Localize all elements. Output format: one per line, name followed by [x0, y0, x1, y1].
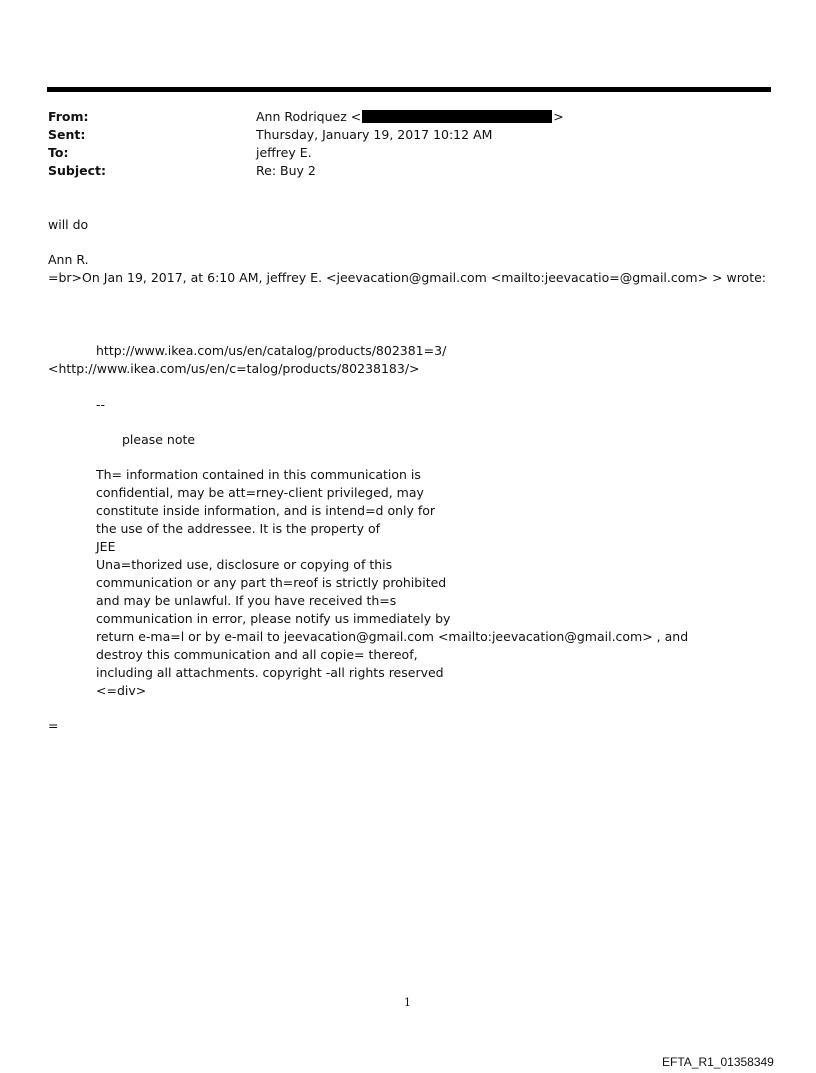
from-close: > [553, 109, 564, 124]
disclaimer-line: communication in error, please notify us immediately by [96, 611, 451, 626]
disclaimer-line: Una=thorized use, disclosure or copying of this [96, 557, 393, 572]
subject-value: Re: Buy 2 [256, 163, 316, 178]
link-url[interactable]: http://www.ikea.com/us/en/catalog/products/802381=3/ [96, 343, 447, 358]
document-id: EFTA_R1_01358349 [662, 1055, 774, 1069]
disclaimer-line: constitute inside information, and is intend=d only for [96, 503, 436, 518]
redaction-box [362, 110, 552, 123]
disclaimer-line: including all attachments. copyright -all rights reserved [96, 665, 444, 680]
from-label: From: [48, 109, 89, 124]
sent-label: Sent: [48, 127, 86, 142]
disclaimer-line: Th= information contained in this communication is [96, 467, 421, 482]
disclaimer-line: return e-ma=l or by e-mail to jeevacation@gmail.com <mailto:jeevacation@gmail.com> , and [96, 629, 689, 644]
from-name: Ann Rodriquez < [256, 109, 362, 124]
disclaimer-line: <=div> [96, 683, 147, 698]
sent-value: Thursday, January 19, 2017 10:12 AM [256, 127, 493, 142]
please-note: please note [122, 432, 196, 447]
link-url-bracketed[interactable]: <http://www.ikea.com/us/en/c=talog/products/80238183/> [48, 361, 420, 376]
disclaimer-line: destroy this communication and all copie= thereof, [96, 647, 418, 662]
header-rule [47, 87, 771, 92]
disclaimer-line: and may be unlawful. If you have received th=s [96, 593, 397, 608]
disclaimer-line: JEE [96, 539, 116, 554]
disclaimer-line: communication or any part th=reof is strictly prohibited [96, 575, 447, 590]
to-value: jeffrey E. [256, 145, 312, 160]
quote-header: =br>On Jan 19, 2017, at 6:10 AM, jeffrey E. <jeevacation@gmail.com <mailto:jeevacatio=@gmail.com> > wrote: [48, 270, 767, 285]
signature: Ann R. [48, 252, 89, 267]
from-value [256, 109, 564, 124]
reply-text: will do [48, 217, 89, 232]
subject-label: Subject: [48, 163, 106, 178]
trailing-char: = [48, 718, 59, 733]
to-label: To: [48, 145, 69, 160]
disclaimer-line: the use of the addressee. It is the property of [96, 521, 381, 536]
signature-separator: -- [96, 397, 106, 412]
page-number: 1 [404, 996, 411, 1009]
disclaimer-line: confidential, may be att=rney-client privileged, may [96, 485, 424, 500]
